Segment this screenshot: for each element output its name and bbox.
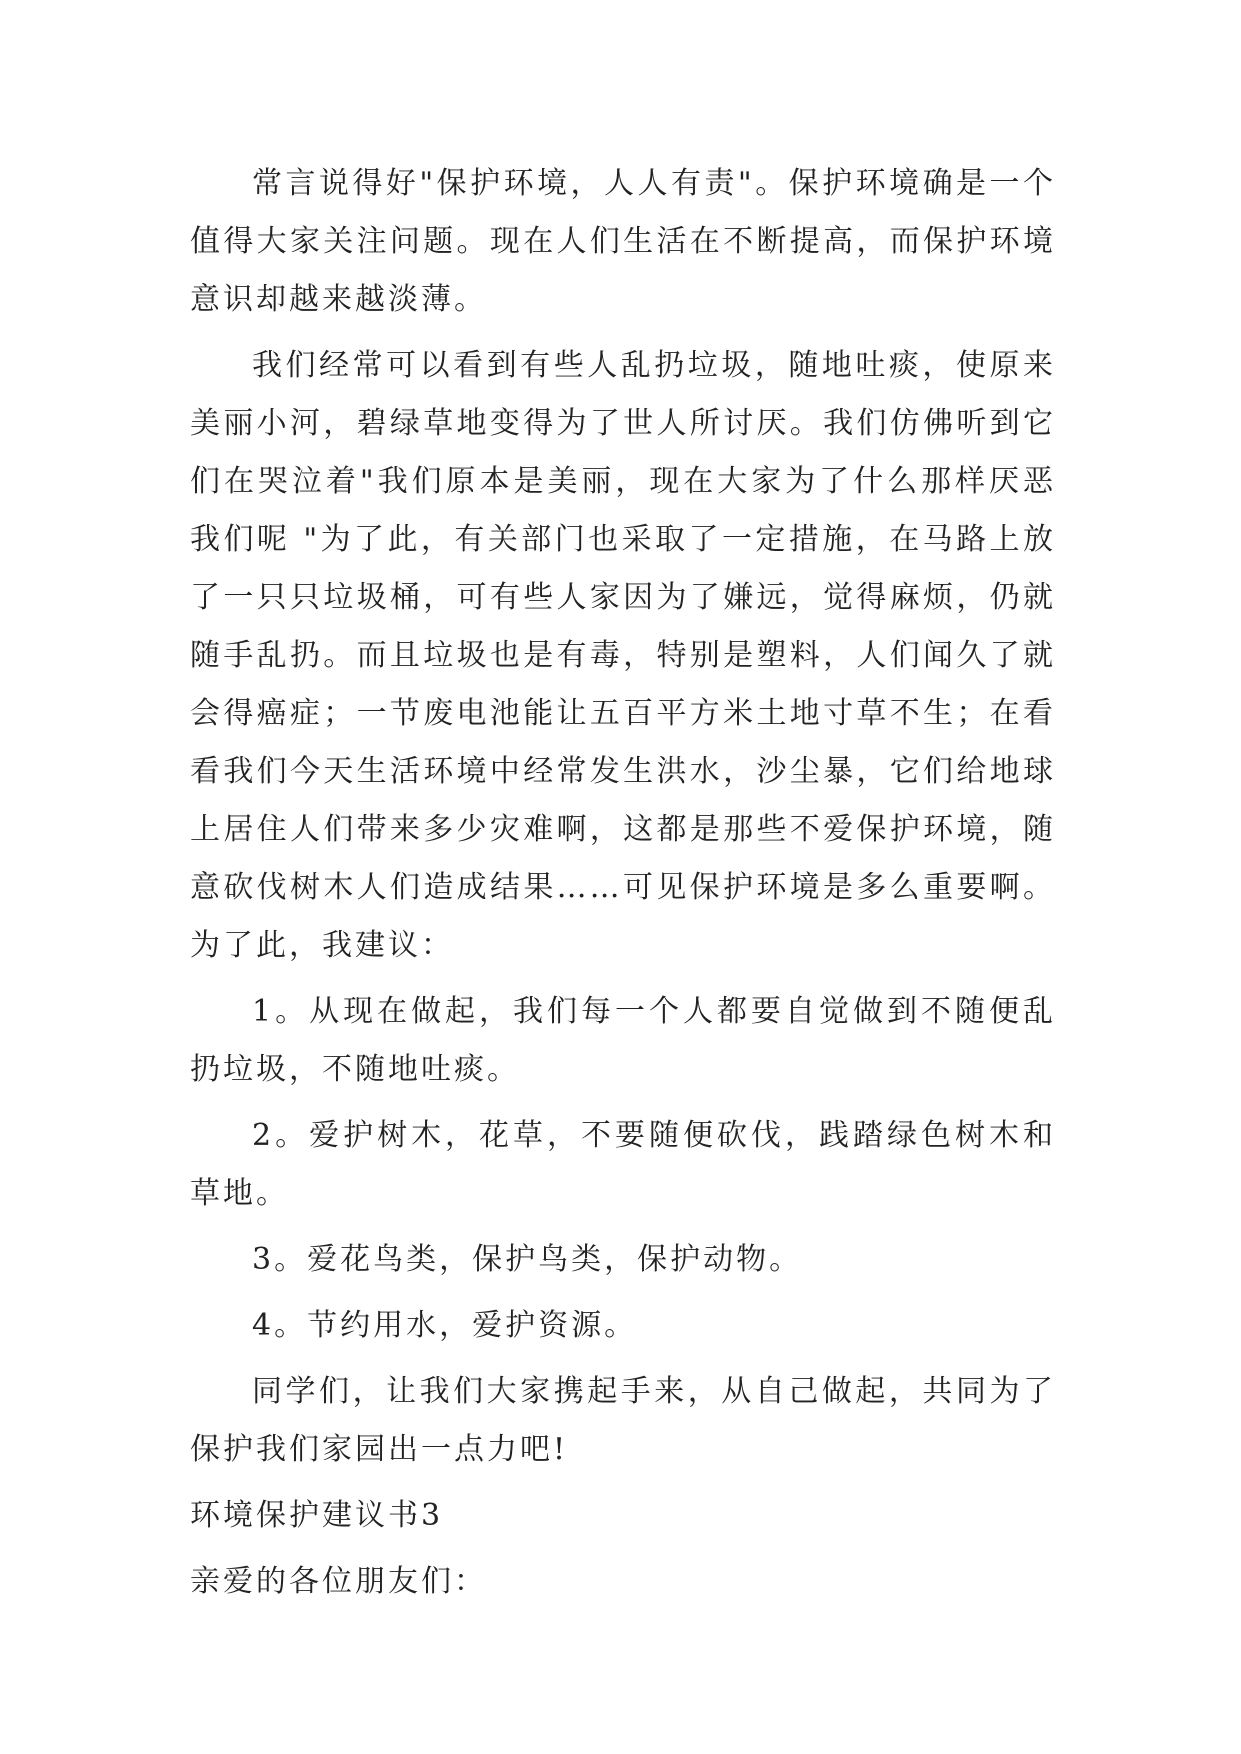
suggestion-4: 4。节约用水，爱护资源。 <box>252 1308 638 1343</box>
suggestion-2: 2。爱护树木，花草，不要随便砍伐，践踏绿色树木和草地。 <box>190 1118 1056 1211</box>
paragraph-problem: 我们经常可以看到有些人乱扔垃圾，随地吐痰，使原来美丽小河，碧绿草地变得为了世人所讨厌。我们仿佛听到它们在哭泣着"我们原本是美丽，现在大家为了什么那样厌恶我们呢 "为了此，有关部门也采取了一定措施，在马路上放了一只只垃圾桶，可有些人家因为了嫌远，觉得麻烦，仍就随手乱扔。而且垃圾也是有毒，特别是塑料，人们闻久了就会得癌症；一节废电池能让五百平方米土地寸草不生；在看看我们今天生活环境中经常发生洪水，沙尘暴，它们给地球上居住人们带来多少灾难啊，这都是那些不爱保护环境，随意砍伐树木人们造成结果……可见保护环境是多么重要啊。为了此，我建议： <box>190 348 1056 963</box>
paragraph-closing: 同学们，让我们大家携起手来，从自己做起，共同为了保护我们家园出一点力吧! <box>190 1374 1056 1467</box>
suggestion-3: 3。爱花鸟类，保护鸟类，保护动物。 <box>252 1242 803 1277</box>
document-body <box>190 155 1056 1619</box>
greeting: 亲爱的各位朋友们： <box>190 1564 487 1599</box>
section-title: 环境保护建议书3 <box>190 1498 444 1533</box>
suggestion-1: 1。从现在做起，我们每一个人都要自觉做到不随便乱扔垃圾，不随地吐痰。 <box>190 994 1056 1087</box>
paragraph-intro: 常言说得好"保护环境，人人有责"。保护环境确是一个值得大家关注问题。现在人们生活在不断提高，而保护环境意识却越来越淡薄。 <box>190 166 1056 317</box>
